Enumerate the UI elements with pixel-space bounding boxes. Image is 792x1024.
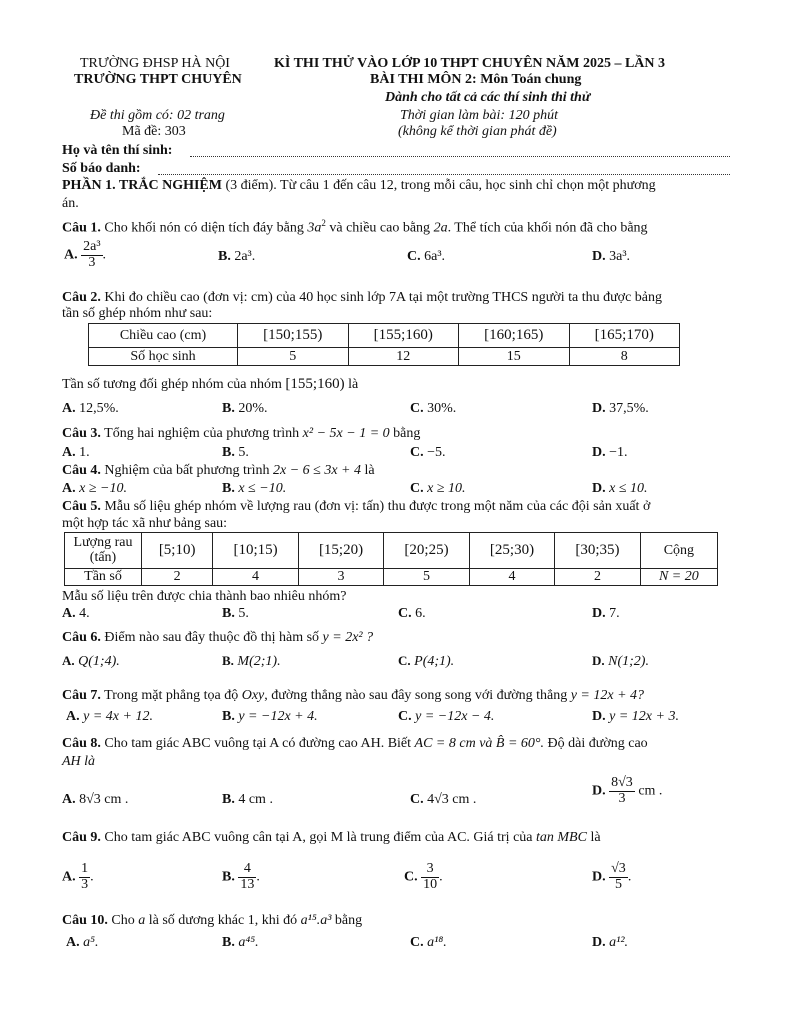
question-1-option-d[interactable]: D. 3a³.: [592, 249, 631, 264]
question-2-option-d[interactable]: D. 37,5%.: [592, 401, 649, 416]
question-2-option-b[interactable]: B. 20%.: [222, 401, 268, 416]
table-cell: 5: [384, 569, 469, 586]
question-1-label: Câu 1.: [62, 220, 101, 236]
question-3-text: Tổng hai nghiệm của phương trình: [104, 426, 300, 441]
fraction: $\frac{4}{13}$: [240, 861, 255, 892]
question-3-equation: x² − 5x − 1 = 0: [302, 426, 390, 441]
question-8: Câu 8. Cho tam giác ABC vuông tại A có đường cao AH. Biết AC = 8 cm và B̂ = 60°. Độ dài đường cao: [62, 736, 648, 751]
table-cell: 8: [569, 348, 680, 366]
question-7-option-c[interactable]: C. y = −12x − 4.: [398, 709, 495, 724]
table-header-cell: [15;20): [298, 533, 383, 569]
table-header-cell: [150;155): [238, 324, 349, 348]
student-id-label: Số báo danh:: [62, 161, 141, 176]
question-1-option-c[interactable]: C. 6a³.: [407, 249, 446, 264]
question-2-option-c[interactable]: C. 30%.: [410, 401, 457, 416]
fraction: $\frac{\text{2a³}}{3}$: [83, 239, 101, 270]
question-4-text: Nghiệm của bất phương trình: [104, 463, 270, 478]
question-1-base-area: 3a: [307, 220, 322, 236]
question-5-option-d[interactable]: D. 7.: [592, 606, 620, 621]
question-4-option-d[interactable]: D. x ≤ 10.: [592, 481, 648, 496]
table-header-cell: [20;25): [384, 533, 469, 569]
school-name-1: TRƯỜNG ĐHSP HÀ NỘI: [80, 56, 230, 71]
question-3-option-d[interactable]: D. −1.: [592, 445, 628, 460]
question-7-option-a[interactable]: A. y = 4x + 12.: [66, 709, 153, 724]
question-6-function: y = 2x² ?: [322, 630, 374, 645]
question-3-option-a[interactable]: A. 1.: [62, 445, 90, 460]
question-5-option-b[interactable]: B. 5.: [222, 606, 249, 621]
question-6-option-d[interactable]: D. N(1;2).: [592, 653, 649, 669]
question-4-option-b[interactable]: B. x ≤ −10.: [222, 481, 287, 496]
question-4-option-a[interactable]: A. x ≥ −10.: [62, 481, 127, 496]
question-10-option-a[interactable]: A. a⁵.: [66, 935, 99, 950]
question-4-label: Câu 4.: [62, 463, 101, 478]
question-2-text-cont: tần số ghép nhóm như sau:: [62, 306, 213, 321]
question-4-inequality: 2x − 6 ≤ 3x + 4: [272, 463, 361, 478]
question-9-option-d[interactable]: D. $\frac{√3}{5}$ .: [592, 861, 632, 892]
table-header-cell: [10;15): [213, 533, 298, 569]
question-6-option-a[interactable]: A. Q(1;4).: [62, 653, 120, 669]
question-3-option-c[interactable]: C. −5.: [410, 445, 446, 460]
question-1-text-2: và chiều cao bằng: [329, 220, 431, 236]
question-8-given: AC = 8 cm và B̂ = 60°.: [414, 736, 545, 751]
question-9-option-c[interactable]: C. $\frac{3}{10}$ .: [404, 861, 443, 892]
exam-subject: BÀI THI MÔN 2: Môn Toán chung: [370, 72, 582, 87]
student-name-field[interactable]: [190, 156, 730, 157]
table-cell: Tần số: [65, 569, 142, 586]
exam-time-note: (không kể thời gian phát đề): [398, 124, 557, 139]
question-10-expression: a¹⁵.a³: [300, 913, 332, 928]
table-header-cell: [30;35): [555, 533, 640, 569]
question-1: Câu 1. Cho khối nón có diện tích đáy bằng $3a^2$ và chiều cao bằng 2a. Thể tích của khối nón đã cho bằng: [62, 218, 648, 236]
question-3-label: Câu 3.: [62, 426, 101, 441]
question-2-text: Khi đo chiều cao (đơn vị: cm) của 40 học sinh lớp 7A tại một trường THCS người ta thu được bảng: [104, 290, 663, 305]
fraction: $\frac{8√3}{3}$: [611, 775, 633, 806]
table-cell: 2: [555, 569, 640, 586]
table-header-cell: [165;170): [569, 324, 680, 348]
question-3-option-b[interactable]: B. 5.: [222, 445, 249, 460]
question-6-text: Điểm nào sau đây thuộc đồ thị hàm số: [104, 630, 320, 645]
table-cell: N = 20: [640, 569, 717, 586]
table-header-cell: [25;30): [469, 533, 554, 569]
exam-time: Thời gian làm bài: 120 phút: [400, 108, 558, 123]
question-10-variable: a: [138, 913, 146, 928]
exam-title: KÌ THI THỬ VÀO LỚP 10 THPT CHUYÊN NĂM 2025 – LẦN 3: [274, 56, 666, 71]
table-header-cell: [160;165): [459, 324, 570, 348]
student-id-field[interactable]: [158, 174, 730, 175]
question-4: Câu 4. Nghiệm của bất phương trình 2x − 6 ≤ 3x + 4 là: [62, 463, 375, 478]
table-cell: Số học sinh: [89, 348, 238, 366]
table-cell: 15: [459, 348, 570, 366]
question-2-option-a[interactable]: A. 12,5%.: [62, 401, 119, 416]
section-1-detail: (3 điểm). Từ câu 1 đến câu 12, trong mỗi câu, học sinh chỉ chọn một phương: [225, 178, 656, 193]
question-6-option-b[interactable]: B. M(2;1).: [222, 653, 281, 669]
fraction: $\frac{1}{3}$: [81, 861, 89, 892]
table-header-cell: [155;160): [348, 324, 459, 348]
school-name-2: TRƯỜNG THPT CHUYÊN: [74, 72, 242, 87]
question-5-label: Câu 5.: [62, 499, 101, 514]
student-name-label: Họ và tên thí sinh:: [62, 143, 173, 158]
question-8-label: Câu 8.: [62, 736, 101, 751]
question-2-group: [155;160): [285, 376, 345, 392]
question-8-text-cont: AH là: [62, 754, 96, 769]
section-1-title: PHẦN 1. TRẮC NGHIỆM: [62, 178, 222, 193]
question-8-option-d[interactable]: D. $\frac{8√3}{3}$ cm .: [592, 775, 663, 806]
question-7-text: Trong mặt phẳng tọa độ: [104, 688, 239, 703]
table-cell: 4: [469, 569, 554, 586]
question-2-prompt: Tần số tương đối ghép nhóm của nhóm [155;160) là: [62, 376, 359, 392]
exam-audience: Dành cho tất cả các thí sinh thi thử: [385, 90, 591, 105]
question-10-label: Câu 10.: [62, 913, 108, 928]
question-7-option-b[interactable]: B. y = −12x + 4.: [222, 709, 318, 724]
question-5-text: Mẫu số liệu ghép nhóm về lượng rau (đơn vị: tấn) thu được trong một năm của các đội sản xuất ở: [104, 499, 651, 514]
question-9: Câu 9. Cho tam giác ABC vuông cân tại A, gọi M là trung điểm của AC. Giá trị của tan MBC là: [62, 830, 601, 845]
page-count: Đề thi gồm có: 02 trang: [90, 108, 225, 123]
question-1-option-b[interactable]: B. 2a³.: [218, 249, 256, 264]
question-10-option-d[interactable]: D. a¹².: [592, 935, 629, 950]
question-1-option-a[interactable]: A. $\frac{\text{2a³}}{3}$ .: [64, 239, 107, 270]
question-9-expression: tan MBC: [536, 830, 587, 845]
question-10-option-c[interactable]: C. a¹⁸.: [410, 935, 447, 950]
question-10-option-b[interactable]: B. a⁴⁵.: [222, 935, 259, 950]
question-10: Câu 10. Cho a là số dương khác 1, khi đó a¹⁵.a³ bằng: [62, 913, 363, 928]
question-5: [62, 499, 650, 515]
question-2: [62, 290, 662, 306]
exam-code: Mã đề: 303: [122, 124, 186, 139]
height-frequency-table: [88, 323, 680, 366]
section-1-detail-cont: án.: [62, 196, 79, 211]
table-cell: 3: [298, 569, 383, 586]
question-8-option-a[interactable]: A. 8√3 cm .: [62, 792, 129, 807]
table-header-cell: Lượng rau (tấn): [65, 533, 142, 569]
table-header-cell: Cộng: [640, 533, 717, 569]
question-2-label: Câu 2.: [62, 290, 101, 305]
question-1-height: 2a: [433, 220, 448, 236]
section-1-heading: [62, 178, 656, 194]
vegetable-frequency-table: [64, 532, 718, 586]
question-9-text: Cho tam giác ABC vuông cân tại A, gọi M là trung điểm của AC. Giá trị của: [104, 830, 533, 845]
question-1-text-3: . Thể tích của khối nón đã cho bằng: [447, 220, 648, 236]
question-5-text-cont: một hợp tác xã như bảng sau:: [62, 516, 228, 531]
question-6: [62, 630, 373, 646]
question-1-text: Cho khối nón có diện tích đáy bằng: [104, 220, 304, 236]
fraction: $\frac{3}{10}$: [423, 861, 438, 892]
question-9-option-b[interactable]: B. $\frac{4}{13}$ .: [222, 861, 260, 892]
question-7-line: y = 12x + 4?: [570, 688, 645, 703]
question-5-option-c[interactable]: C. 6.: [398, 606, 426, 621]
table-cell: 5: [238, 348, 349, 366]
question-6-label: Câu 6.: [62, 630, 101, 645]
table-cell: 12: [348, 348, 459, 366]
question-5-option-a[interactable]: A. 4.: [62, 606, 90, 621]
question-7-label: Câu 7.: [62, 688, 101, 703]
table-header-cell: Chiều cao (cm): [89, 324, 238, 348]
question-5-prompt: Mẫu số liệu trên được chia thành bao nhiêu nhóm?: [62, 589, 347, 604]
table-header-cell: [5;10): [142, 533, 213, 569]
question-6-option-c[interactable]: C. P(4;1).: [398, 653, 455, 669]
table-cell: 2: [142, 569, 213, 586]
question-7: Câu 7. Trong mặt phẳng tọa độ Oxy, đường thẳng nào sau đây song song với đường thẳng y = 12x + 4?: [62, 688, 645, 703]
question-9-option-a[interactable]: A. $\frac{1}{3}$ .: [62, 861, 94, 892]
fraction: $\frac{√3}{5}$: [611, 861, 626, 892]
question-8-option-b[interactable]: B. 4 cm .: [222, 792, 273, 807]
question-9-label: Câu 9.: [62, 830, 101, 845]
question-8-text: Cho tam giác ABC vuông tại A có đường cao AH. Biết: [104, 736, 412, 751]
question-3: Câu 3. Tổng hai nghiệm của phương trình x² − 5x − 1 = 0 bằng: [62, 426, 421, 441]
table-cell: 4: [213, 569, 298, 586]
question-7-system: Oxy: [241, 688, 265, 703]
question-7-option-d[interactable]: D. y = 12x + 3.: [592, 709, 679, 724]
question-8-option-c[interactable]: C. 4√3 cm .: [410, 792, 477, 807]
question-4-option-c[interactable]: C. x ≥ 10.: [410, 481, 466, 496]
